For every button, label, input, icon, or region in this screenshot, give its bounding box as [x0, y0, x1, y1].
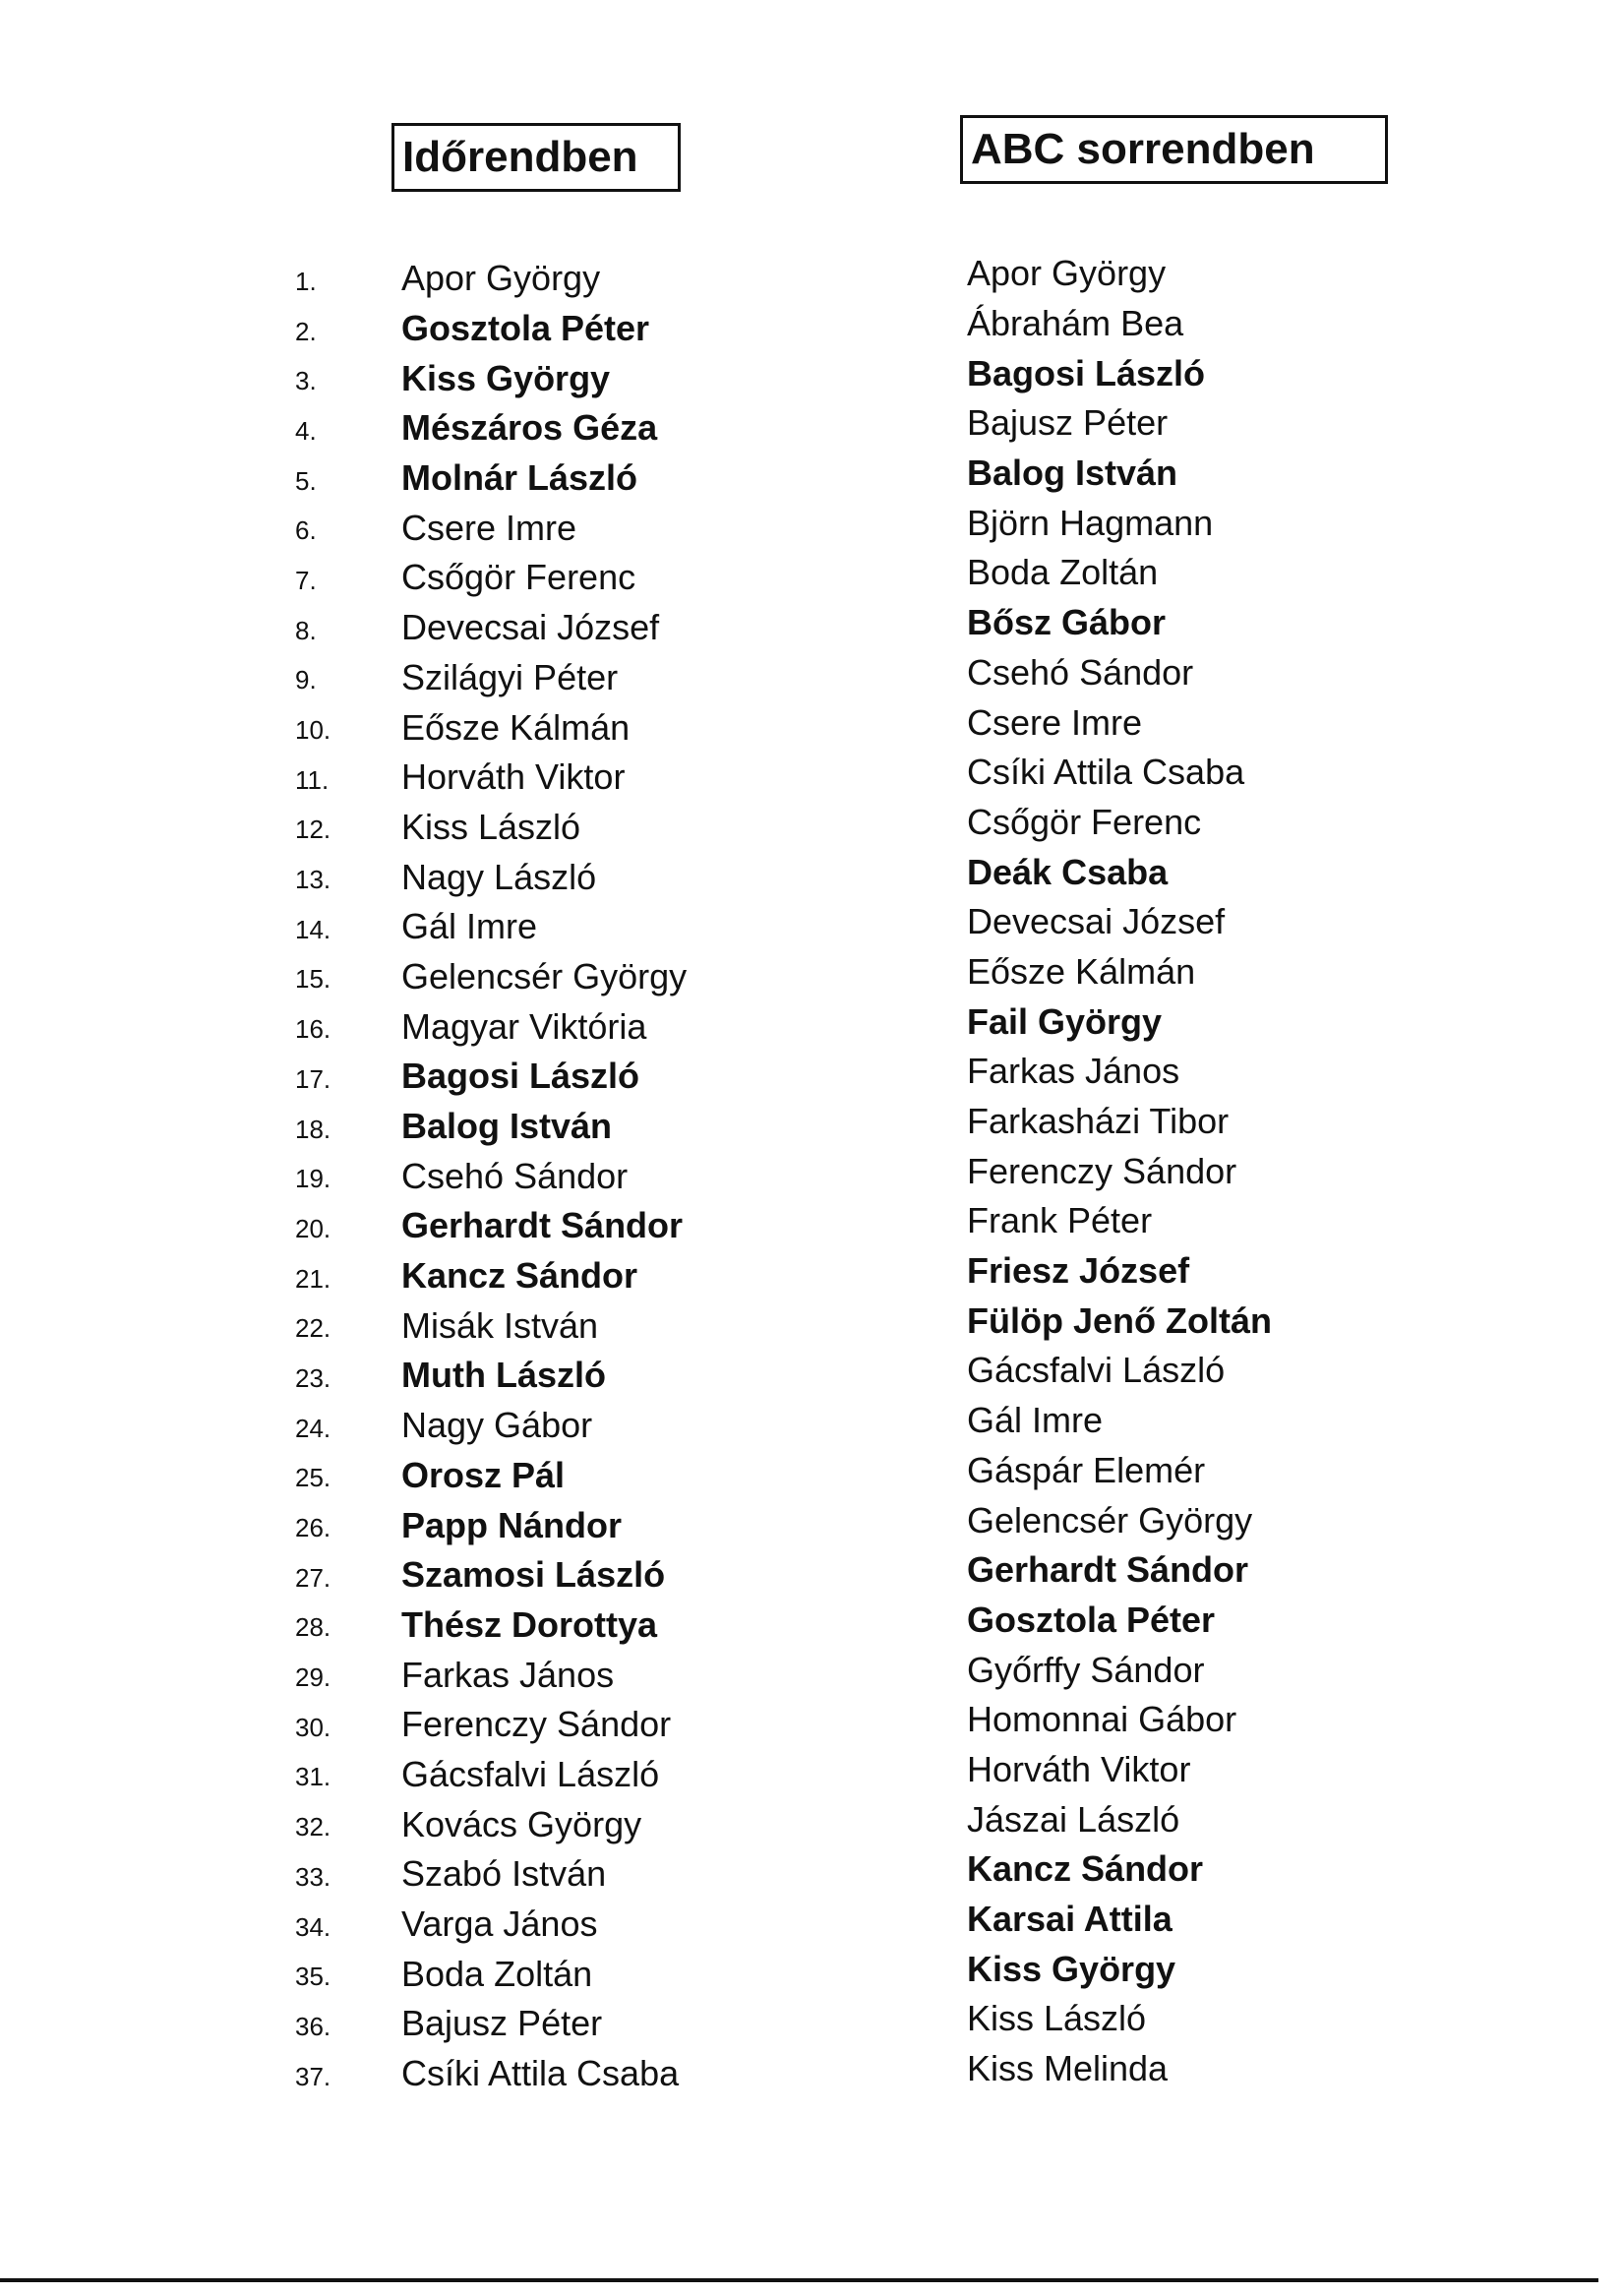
- alphabetical-row: [967, 1246, 1478, 1297]
- person-name: Kancz Sándor: [401, 1255, 638, 1297]
- person-name: Björn Hagmann: [967, 502, 1214, 543]
- person-name: Bajusz Péter: [967, 402, 1169, 444]
- row-number: 5.: [295, 465, 317, 496]
- alphabetical-row: [967, 1994, 1478, 2044]
- person-name: Csehó Sándor: [967, 651, 1194, 693]
- alphabetical-row: [967, 1296, 1478, 1346]
- alphabetical-row: [967, 997, 1478, 1047]
- chronological-row: [295, 1799, 767, 1849]
- row-number: 15.: [295, 964, 331, 995]
- alphabetical-row: [967, 1645, 1478, 1695]
- person-name: Kiss László: [967, 1998, 1147, 2039]
- person-name: Kiss György: [401, 357, 611, 398]
- row-number: 8.: [295, 615, 317, 645]
- person-name: Csőgör Ferenc: [401, 557, 636, 598]
- chronological-row: [295, 1900, 767, 1950]
- chronological-row: [295, 1052, 767, 1102]
- person-name: Gácsfalvi László: [401, 1753, 660, 1794]
- person-name: Kiss György: [967, 1948, 1176, 1989]
- person-name: Gosztola Péter: [967, 1599, 1216, 1640]
- person-name: Molnár László: [401, 457, 638, 499]
- chronological-row: [295, 653, 767, 703]
- row-number: 17.: [295, 1063, 331, 1094]
- chronological-row: [295, 603, 767, 653]
- row-number: 14.: [295, 914, 331, 944]
- chronological-row: [295, 254, 767, 304]
- chronological-row: [295, 503, 767, 553]
- alphabetical-row: [967, 1396, 1478, 1446]
- alphabetical-row: [967, 697, 1478, 748]
- row-number: 28.: [295, 1612, 331, 1643]
- row-number: 21.: [295, 1263, 331, 1294]
- row-number: 27.: [295, 1562, 331, 1593]
- person-name: Eősze Kálmán: [401, 706, 631, 748]
- bottom-rule: [0, 2278, 1598, 2282]
- person-name: Bagosi László: [401, 1056, 640, 1097]
- row-number: 9.: [295, 665, 317, 695]
- alphabetical-row: [967, 299, 1478, 349]
- chronological-row: [295, 1251, 767, 1301]
- chronological-row: [295, 1700, 767, 1750]
- row-number: 33.: [295, 1861, 331, 1892]
- alphabetical-row: [967, 897, 1478, 947]
- person-name: Jászai László: [967, 1798, 1180, 1840]
- person-name: Kovács György: [401, 1803, 642, 1844]
- person-name: Gáspár Elemér: [967, 1449, 1206, 1490]
- chronological-row: [295, 304, 767, 354]
- person-name: Gál Imre: [967, 1400, 1104, 1441]
- row-number: 25.: [295, 1463, 331, 1493]
- row-number: 37.: [295, 2061, 331, 2091]
- person-name: Csehó Sándor: [401, 1155, 629, 1196]
- person-name: Gácsfalvi László: [967, 1350, 1226, 1391]
- person-name: Kancz Sándor: [967, 1848, 1204, 1890]
- chronological-row: [295, 1949, 767, 1999]
- chronological-list: [295, 254, 767, 2098]
- person-name: Balog István: [401, 1106, 613, 1147]
- row-number: 1.: [295, 266, 317, 296]
- person-name: Ferenczy Sándor: [967, 1150, 1237, 1191]
- chronological-row: [295, 453, 767, 504]
- person-name: Apor György: [401, 258, 601, 299]
- chronological-row: [295, 1001, 767, 1052]
- alphabetical-row: [967, 1944, 1478, 1994]
- person-name: Gelencsér György: [967, 1499, 1253, 1540]
- row-number: 3.: [295, 366, 317, 396]
- person-name: Friesz József: [967, 1250, 1190, 1292]
- person-name: Horváth Viktor: [401, 756, 626, 798]
- chronological-row: [295, 1750, 767, 1800]
- row-number: 6.: [295, 515, 317, 546]
- person-name: Szabó István: [401, 1853, 607, 1895]
- person-name: Horváth Viktor: [967, 1748, 1191, 1789]
- alphabetical-row: [967, 1895, 1478, 1945]
- person-name: Papp Nándor: [401, 1504, 623, 1545]
- row-number: 18.: [295, 1114, 331, 1144]
- person-name: Kiss László: [401, 806, 581, 847]
- person-name: Csőgör Ferenc: [967, 801, 1202, 842]
- person-name: Farkas János: [967, 1051, 1180, 1092]
- chronological-row: [295, 353, 767, 403]
- alphabetical-row: [967, 498, 1478, 548]
- chronological-row: [295, 1999, 767, 2049]
- row-number: 35.: [295, 1962, 331, 1992]
- chronological-row: [295, 1500, 767, 1550]
- row-number: 13.: [295, 865, 331, 895]
- heading-chronological: Időrendben: [391, 123, 681, 192]
- chronological-row: [295, 1351, 767, 1401]
- alphabetical-row: [967, 947, 1478, 997]
- row-number: 34.: [295, 1911, 331, 1942]
- alphabetical-row: [967, 1596, 1478, 1646]
- row-number: 7.: [295, 565, 317, 595]
- person-name: Devecsai József: [401, 607, 660, 648]
- alphabetical-row: [967, 598, 1478, 648]
- person-name: Boda Zoltán: [967, 552, 1159, 593]
- person-name: Bajusz Péter: [401, 2003, 603, 2044]
- person-name: Győrffy Sándor: [967, 1649, 1205, 1690]
- person-name: Csere Imre: [967, 701, 1143, 743]
- person-name: Frank Péter: [967, 1200, 1153, 1241]
- alphabetical-row: [967, 548, 1478, 598]
- alphabetical-row: [967, 847, 1478, 897]
- chronological-row: [295, 803, 767, 853]
- row-number: 19.: [295, 1164, 331, 1194]
- row-number: 23.: [295, 1362, 331, 1393]
- person-name: Varga János: [401, 1903, 598, 1945]
- person-name: Mészáros Géza: [401, 407, 658, 449]
- alphabetical-row: [967, 398, 1478, 449]
- person-name: Farkasházi Tibor: [967, 1101, 1230, 1142]
- person-name: Nagy László: [401, 856, 597, 897]
- person-name: Homonnai Gábor: [967, 1699, 1237, 1740]
- row-number: 2.: [295, 316, 317, 346]
- chronological-row: [295, 852, 767, 902]
- alphabetical-row: [967, 1097, 1478, 1147]
- person-name: Farkas János: [401, 1654, 615, 1695]
- person-name: Eősze Kálmán: [967, 950, 1196, 992]
- chronological-row: [295, 1550, 767, 1600]
- person-name: Csíki Attila Csaba: [401, 2053, 680, 2094]
- row-number: 11.: [295, 764, 330, 795]
- person-name: Nagy Gábor: [401, 1405, 593, 1446]
- person-name: Kiss Melinda: [967, 2048, 1169, 2089]
- person-name: Misák István: [401, 1304, 599, 1346]
- person-name: Szamosi László: [401, 1554, 666, 1596]
- person-name: Balog István: [967, 453, 1178, 494]
- person-name: Muth László: [401, 1355, 606, 1396]
- chronological-row: [295, 753, 767, 803]
- alphabetical-row: [967, 449, 1478, 499]
- row-number: 12.: [295, 815, 331, 845]
- person-name: Gál Imre: [401, 906, 538, 947]
- person-name: Bagosi László: [967, 352, 1206, 393]
- chronological-row: [295, 1151, 767, 1201]
- alphabetical-row: [967, 648, 1478, 698]
- person-name: Orosz Pál: [401, 1454, 566, 1495]
- row-number: 24.: [295, 1413, 331, 1443]
- chronological-row: [295, 1849, 767, 1900]
- chronological-row: [295, 553, 767, 603]
- person-name: Thész Dorottya: [401, 1603, 658, 1645]
- row-number: 31.: [295, 1762, 331, 1792]
- person-name: Csere Imre: [401, 507, 577, 548]
- person-name: Apor György: [967, 253, 1167, 294]
- person-name: Devecsai József: [967, 901, 1226, 942]
- alphabetical-row: [967, 348, 1478, 398]
- alphabetical-row: [967, 1346, 1478, 1396]
- chronological-row: [295, 952, 767, 1002]
- person-name: Ábrahám Bea: [967, 303, 1184, 344]
- row-number: 29.: [295, 1662, 331, 1693]
- chronological-row: [295, 1600, 767, 1651]
- person-name: Boda Zoltán: [401, 1953, 593, 1994]
- person-name: Gerhardt Sándor: [967, 1549, 1249, 1591]
- person-name: Karsai Attila: [967, 1899, 1173, 1940]
- chronological-row: [295, 702, 767, 753]
- alphabetical-row: [967, 1844, 1478, 1895]
- alphabetical-row: [967, 1695, 1478, 1745]
- person-name: Szilágyi Péter: [401, 656, 619, 697]
- chronological-row: [295, 1401, 767, 1451]
- person-name: Gosztola Péter: [401, 308, 650, 349]
- chronological-row: [295, 1201, 767, 1251]
- chronological-row: [295, 2049, 767, 2099]
- alphabetical-row: [967, 2044, 1478, 2094]
- alphabetical-row: [967, 249, 1478, 299]
- person-name: Csíki Attila Csaba: [967, 752, 1245, 793]
- person-name: Magyar Viktória: [401, 1005, 647, 1047]
- chronological-row: [295, 403, 767, 453]
- person-name: Deák Csaba: [967, 851, 1169, 892]
- person-name: Fail György: [967, 1000, 1163, 1042]
- alphabetical-row: [967, 748, 1478, 798]
- alphabetical-row: [967, 1545, 1478, 1596]
- alphabetical-row: [967, 798, 1478, 848]
- alphabetical-row: [967, 1146, 1478, 1196]
- chronological-row: [295, 1650, 767, 1700]
- alphabetical-row: [967, 1745, 1478, 1795]
- row-number: 4.: [295, 415, 317, 446]
- row-number: 22.: [295, 1313, 331, 1344]
- person-name: Gerhardt Sándor: [401, 1205, 684, 1246]
- chronological-row: [295, 1102, 767, 1152]
- chronological-row: [295, 1300, 767, 1351]
- row-number: 16.: [295, 1014, 331, 1045]
- chronological-row: [295, 902, 767, 952]
- row-number: 10.: [295, 715, 331, 746]
- alphabetical-row: [967, 1047, 1478, 1097]
- chronological-row: [295, 1451, 767, 1501]
- alphabetical-list: [967, 249, 1478, 2093]
- heading-alphabetical: ABC sorrendben: [960, 115, 1388, 184]
- alphabetical-row: [967, 1794, 1478, 1844]
- person-name: Fülöp Jenő Zoltán: [967, 1299, 1272, 1341]
- person-name: Ferenczy Sándor: [401, 1704, 672, 1745]
- alphabetical-row: [967, 1196, 1478, 1246]
- row-number: 32.: [295, 1812, 331, 1842]
- alphabetical-row: [967, 1495, 1478, 1545]
- row-number: 20.: [295, 1213, 331, 1243]
- row-number: 30.: [295, 1712, 331, 1742]
- person-name: Bősz Gábor: [967, 602, 1167, 643]
- row-number: 26.: [295, 1513, 331, 1543]
- alphabetical-row: [967, 1446, 1478, 1496]
- person-name: Gelencsér György: [401, 955, 688, 997]
- row-number: 36.: [295, 2011, 331, 2041]
